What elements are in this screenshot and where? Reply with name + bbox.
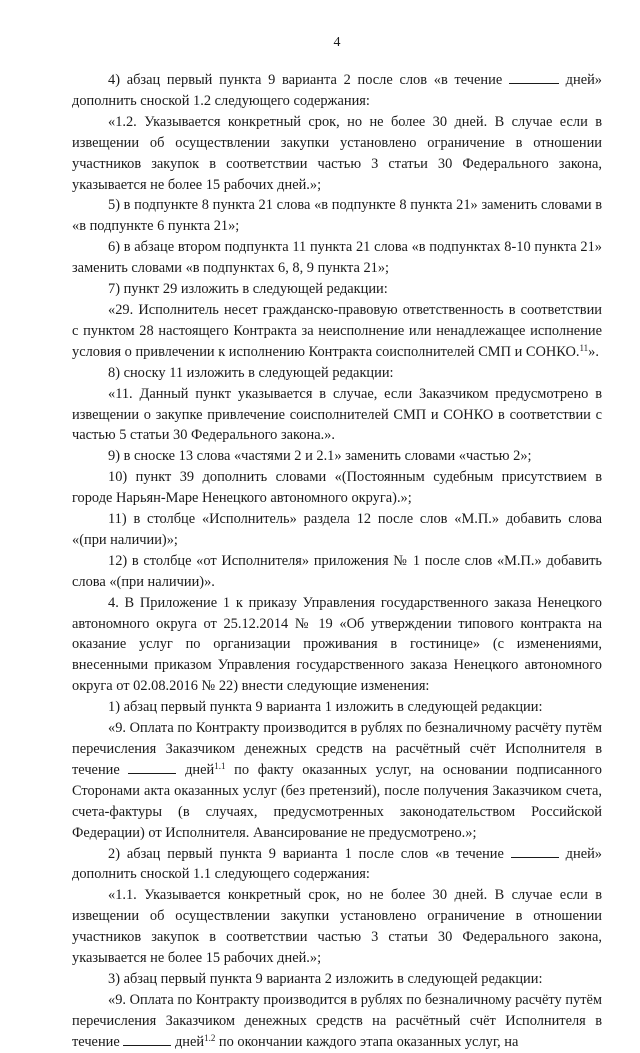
- paragraph: [72, 384, 602, 447]
- paragraph-text: 10) пункт 39 дополнить словами «(Постоянным судебным присутствием в городе Нарьян-Маре Ненецкого автономного округа).»;: [72, 469, 602, 507]
- paragraph: [72, 718, 602, 843]
- blank-line: [128, 761, 176, 774]
- footnote-reference: 1.1: [214, 760, 226, 771]
- paragraph-text: «1.2. Указывается конкретный срок, но не более 30 дней. В случае если в извещении об осуществлении закупки установлено ограничение в отношении участников закупок в соответствии частью 3 статьи 30 Федерального закона, указывается не более 15 рабочих дней.»;: [72, 113, 602, 193]
- footnote-reference: 11: [579, 342, 589, 353]
- paragraph-text: ».: [588, 343, 599, 360]
- paragraph-text: дней» дополнить сноской 1.1 следующего содержания:: [72, 845, 602, 883]
- paragraph-text: 6) в абзаце втором подпункта 11 пункта 21 слова «в подпунктах 8-10 пункта 21» заменить словами «в подпунктах 6, 8, 9 пункта 21»;: [72, 239, 602, 277]
- paragraph: [72, 279, 602, 300]
- paragraph-text: 9) в сноске 13 слова «частями 2 и 2.1» заменить словами «частью 2»;: [108, 448, 532, 465]
- paragraph-text: 11) в столбце «Исполнитель» раздела 12 после слов «М.П.» добавить слова «(при наличии)»;: [72, 511, 602, 548]
- paragraph-text: 5) в подпункте 8 пункта 21 слова «в подпункте 8 пункта 21» заменить словами в «в подпункте 6 пункта 21»;: [72, 197, 602, 235]
- paragraph-text: 3) абзац первый пункта 9 варианта 2 изложить в следующей редакции:: [108, 970, 543, 987]
- paragraph-text: 4) абзац первый пункта 9 варианта 2 после слов «в течение: [108, 72, 509, 88]
- paragraph: [72, 697, 602, 718]
- paragraph-text: 12) в столбце «от Исполнителя» приложения № 1 после слов «М.П.» добавить слова «(при наличии)».: [72, 552, 602, 590]
- paragraph: [72, 969, 602, 990]
- paragraph: [72, 885, 602, 969]
- footnote-reference: 1.2: [204, 1032, 216, 1043]
- paragraph-text: дней: [171, 1033, 205, 1050]
- paragraph: [72, 467, 602, 509]
- paragraph-text: «9. Оплата по Контракту производится в рублях по безналичному расчёту путём перечисления Заказчиком денежных средств на расчётный счёт Исполнителя в течение: [72, 991, 602, 1050]
- paragraph-text: дней: [176, 761, 215, 778]
- paragraph: [72, 300, 602, 363]
- document-body: [72, 70, 602, 1053]
- page-number: 4: [333, 35, 341, 50]
- paragraph-text: «11. Данный пункт указывается в случае, если Заказчиком предусмотрено в извещении о закупке привлечение соисполнителей СМП и СОНКО в соответствии с частью 5 статьи 30 Федерального закона.».: [72, 385, 602, 444]
- paragraph-text: «1.1. Указывается конкретный срок, но не более 30 дней. В случае если в извещении об осуществлении закупки установлено ограничение в отношении участников закупок в соответствии частью 3 статьи 30 Федерального закона, указывается не более 15 рабочих дней.»;: [72, 887, 602, 967]
- paragraph: [72, 509, 602, 551]
- paragraph: [72, 551, 602, 593]
- paragraph: [72, 446, 602, 467]
- paragraph-text: по окончании каждого этапа оказанных услуг, на: [215, 1033, 519, 1050]
- paragraph: [72, 195, 602, 237]
- paragraph-text: по факту оказанных услуг, на основании подписанного Сторонами акта оказанных услуг (без претензий), после получения Заказчиком счета, счета-фактуры (в случаях, предусмотренных законодательством Российской Федерации) от Исполнителя. Авансирование не предусмотрено.»;: [72, 761, 602, 841]
- paragraph-text: «29. Исполнитель несет гражданско-правовую ответственность в соответствии с пунктом 28 настоящего Контракта за неисполнение или ненадлежащее исполнение условия о привлечении к исполнению Контракта соисполнителей СМП и СОНКО.: [72, 301, 602, 360]
- paragraph: [72, 593, 602, 698]
- paragraph: [72, 112, 602, 196]
- paragraph-text: 7) пункт 29 изложить в следующей редакции:: [108, 281, 388, 298]
- paragraph: [72, 70, 602, 112]
- blank-line: [123, 1033, 171, 1046]
- paragraph-text: 8) сноску 11 изложить в следующей редакции:: [108, 364, 394, 381]
- paragraph: [72, 363, 602, 384]
- paragraph: [72, 237, 602, 279]
- paragraph-text: 2) абзац первый пункта 9 варианта 1 после слов «в течение: [108, 845, 511, 862]
- paragraph: [72, 990, 602, 1053]
- paragraph-text: 4. В Приложение 1 к приказу Управления государственного заказа Ненецкого автономного округа от 25.12.2014 № 19 «Об утверждении типового контракта на оказание услуг по организации проживания в гостинице» (с изменениями, внесенными приказом Управления государственного заказа Ненецкого автономного округа от 02.08.2016 № 22) внести следующие изменения:: [72, 594, 602, 695]
- paragraph: [72, 844, 602, 886]
- paragraph-text: 1) абзац первый пункта 9 варианта 1 изложить в следующей редакции:: [108, 699, 543, 716]
- paragraph-text: дней» дополнить сноской 1.2 следующего содержания:: [72, 72, 602, 109]
- blank-line: [509, 71, 559, 84]
- paragraph-text: «9. Оплата по Контракту производится в рублях по безналичному расчёту путём перечисления Заказчиком денежных средств на расчётный счёт Исполнителя в течение: [72, 720, 602, 778]
- blank-line: [511, 845, 559, 858]
